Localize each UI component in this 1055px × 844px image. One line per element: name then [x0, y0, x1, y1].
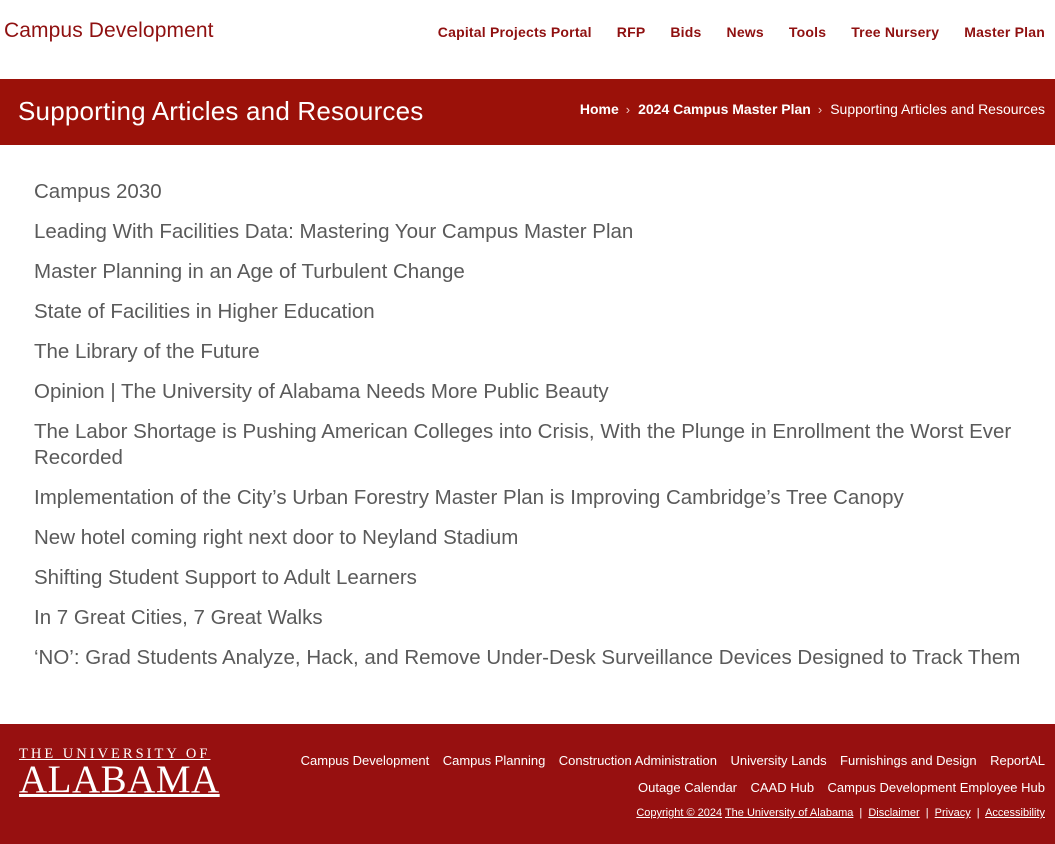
article-link[interactable]: The Library of the Future: [34, 340, 260, 363]
article-list: [0, 145, 1044, 672]
page-title: Supporting Articles and Resources: [18, 96, 424, 126]
accessibility-link[interactable]: Accessibility: [985, 807, 1045, 819]
site-footer: [0, 724, 1055, 844]
disclaimer-link[interactable]: Disclaimer: [868, 807, 920, 819]
privacy-link[interactable]: Privacy: [934, 807, 971, 819]
breadcrumb: [580, 101, 1045, 117]
ua-logo[interactable]: [19, 746, 220, 801]
list-item: [34, 566, 1044, 592]
nav-tools[interactable]: Tools: [788, 24, 827, 40]
list-item: [34, 420, 1044, 472]
footer-link-campus-development[interactable]: Campus Development: [300, 753, 430, 768]
university-link[interactable]: The University of Alabama: [724, 807, 854, 819]
chevron-right-icon: ›: [817, 101, 823, 117]
nav-bids[interactable]: Bids: [670, 24, 702, 40]
legal-links: [636, 807, 1045, 819]
page-banner: [0, 79, 1055, 145]
list-item: [34, 526, 1044, 552]
article-link[interactable]: Shifting Student Support to Adult Learners: [34, 566, 417, 589]
footer-link-construction-administration[interactable]: Construction Administration: [558, 753, 718, 768]
chevron-right-icon: ›: [625, 101, 631, 117]
list-item: [34, 646, 1044, 672]
list-item: [34, 220, 1044, 246]
article-link[interactable]: Leading With Facilities Data: Mastering Your Campus Master Plan: [34, 220, 634, 243]
copyright-link[interactable]: Copyright © 2024: [636, 807, 723, 819]
site-title-link[interactable]: Campus Development: [4, 19, 214, 42]
logo-line-2: ALABAMA: [19, 758, 220, 801]
footer-link-campus-planning[interactable]: Campus Planning: [442, 753, 546, 768]
top-header: [0, 0, 1055, 79]
footer-link-outage-calendar[interactable]: Outage Calendar: [638, 780, 738, 795]
nav-news[interactable]: News: [726, 24, 764, 40]
footer-link-caad-hub[interactable]: CAAD Hub: [750, 780, 815, 795]
breadcrumb-home[interactable]: Home: [579, 101, 619, 117]
logo-line-1: THE UNIVERSITY OF: [19, 746, 211, 762]
list-item: [34, 180, 1044, 206]
breadcrumb-current: Supporting Articles and Resources: [830, 101, 1045, 117]
article-link[interactable]: In 7 Great Cities, 7 Great Walks: [34, 606, 323, 629]
nav-tree-nursery[interactable]: Tree Nursery: [851, 24, 940, 40]
article-link[interactable]: Campus 2030: [34, 180, 162, 203]
nav-master-plan[interactable]: Master Plan: [964, 24, 1045, 40]
article-link[interactable]: State of Facilities in Higher Education: [34, 300, 375, 323]
footer-link-reportal[interactable]: ReportAL: [990, 753, 1045, 768]
nav-capital-projects-portal[interactable]: Capital Projects Portal: [437, 24, 592, 40]
article-link[interactable]: New hotel coming right next door to Neyland Stadium: [34, 526, 519, 549]
separator: |: [859, 807, 863, 819]
list-item: [34, 486, 1044, 512]
article-link[interactable]: The Labor Shortage is Pushing American Colleges into Crisis, With the Plunge in Enrollment the Worst Ever Recorded: [34, 420, 1012, 469]
article-link[interactable]: Master Planning in an Age of Turbulent Change: [34, 260, 465, 283]
breadcrumb-master-plan[interactable]: 2024 Campus Master Plan: [638, 101, 811, 117]
footer-link-university-lands[interactable]: University Lands: [730, 753, 827, 768]
footer-links-row-1: [292, 752, 1045, 770]
footer-links-row-2: [629, 779, 1045, 797]
list-item: [34, 606, 1044, 632]
article-link[interactable]: Opinion | The University of Alabama Needs More Public Beauty: [34, 380, 609, 403]
footer-link-furnishings-design[interactable]: Furnishings and Design: [840, 753, 977, 768]
list-item: [34, 300, 1044, 326]
separator: |: [925, 807, 929, 819]
footer-link-employee-hub[interactable]: Campus Development Employee Hub: [827, 780, 1045, 795]
article-link[interactable]: ‘NO’: Grad Students Analyze, Hack, and Remove Under-Desk Surveillance Devices Designed to Track Them: [34, 646, 1021, 669]
article-link[interactable]: Implementation of the City’s Urban Forestry Master Plan is Improving Cambridge’s Tree Canopy: [34, 486, 904, 509]
main-nav: [438, 24, 1045, 40]
list-item: [34, 260, 1044, 286]
separator: |: [976, 807, 980, 819]
list-item: [34, 380, 1044, 406]
list-item: [34, 340, 1044, 366]
nav-rfp[interactable]: RFP: [616, 24, 646, 40]
